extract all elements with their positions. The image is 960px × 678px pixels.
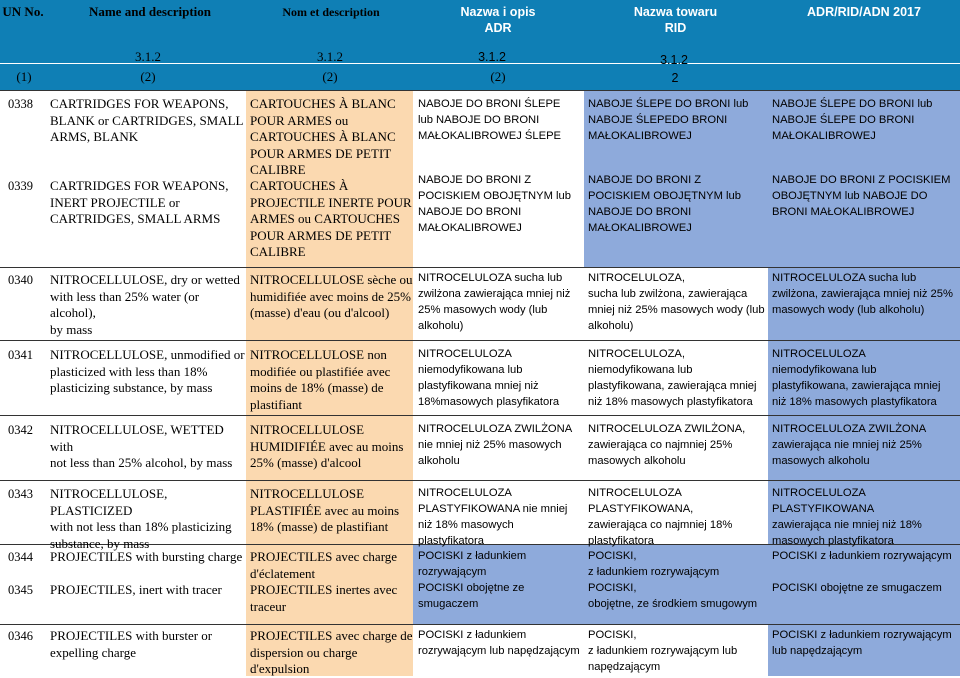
header-name-en: Name and description: [88, 4, 212, 19]
row-separator: [0, 267, 960, 268]
row-0340-adn: NITROCELULOZA sucha lub zwilżona, zawierająca mniej niż 25% masowych wody (lub alkoholu): [772, 272, 953, 316]
row-0345-un: 0345: [8, 583, 33, 597]
row-separator: [0, 624, 960, 625]
row-0338-adn: NABOJE ŚLEPE DO BRONI lub NABOJE ŚLEPE DO BRONI MAŁOKALIBROWEJ: [772, 98, 933, 142]
row-separator: [0, 415, 960, 416]
row-0346-un: 0346: [8, 629, 33, 643]
row-0343-un: 0343: [8, 487, 33, 501]
header-col-2a: (2): [140, 69, 156, 84]
row-0341-en: NITROCELLULOSE, unmodified or plasticized with less than 18% plasticizing substance, by mass: [50, 347, 245, 395]
row-0343-en: NITROCELLULOSE, PLASTICIZED with not less than 18% plasticizing substance, by mass: [50, 486, 232, 551]
header-name-pl-line2: ADR: [484, 21, 512, 35]
row-0346-adn: POCISKI z ładunkiem rozrywającym lub napędzającym: [772, 629, 952, 657]
header-name-rid-line1: Nazwa towaru: [633, 5, 718, 19]
row-0342-rid: NITROCELULOZA ZWILŻONA, zawierająca co najmniej 25% masowych alkoholu: [588, 423, 746, 467]
row-0340-fr: NITROCELLULOSE sèche ou humidifiée avec moins de 25% (masse) d'eau (ou d'alcool): [250, 272, 413, 320]
row-0343-fr: NITROCELLULOSE PLASTIFIÉE avec au moins 18% (masse) de plastifiant: [250, 486, 400, 534]
row-0339-un: 0339: [8, 179, 33, 193]
row-separator: [0, 340, 960, 341]
row-0345-en: PROJECTILES, inert with tracer: [50, 582, 222, 597]
header-col-2c: (2): [490, 69, 506, 84]
header-ref-rid: 3.1.2: [660, 53, 688, 67]
row-0338-rid: NABOJE ŚLEPE DO BRONI lub NABOJE ŚLEPEDO BRONI MAŁOKALIBROWEJ: [588, 98, 749, 142]
row-0342-adr: NITROCELULOZA ZWILŻONA nie mniej niż 25% masowych alkoholu: [418, 423, 573, 467]
row-0342-un: 0342: [8, 423, 33, 437]
row-0345-adn: POCISKI obojętne ze smugaczem: [772, 582, 942, 594]
row-0342-adn: NITROCELULOZA ZWILŻONA zawierająca nie mniej niż 25% masowych alkoholu: [772, 423, 927, 467]
row-0343-rid: NITROCELULOZA PLASTYFIKOWANA, zawierająca co najmniej 18% plastyfikatora: [588, 487, 733, 547]
header-col-1: (1): [16, 69, 32, 84]
header-col-2b: (2): [322, 69, 338, 84]
row-0344-en: PROJECTILES with bursting charge: [50, 549, 243, 564]
row-0341-adr: NITROCELULOZA niemodyfikowana lub plastyfikowana mniej niż 18%masowych plasyfikatora: [418, 348, 560, 408]
row-0344-adn: POCISKI z ładunkiem rozrywającym: [772, 550, 952, 562]
row-0338-adr: NABOJE DO BRONI ŚLEPE lub NABOJE DO BRONI MAŁOKALIBROWEJ ŚLEPE: [418, 98, 561, 142]
row-0342-en: NITROCELLULOSE, WETTED with not less than 25% alcohol, by mass: [50, 422, 233, 470]
row-0344-adr: POCISKI z ładunkiem rozrywającym: [418, 550, 527, 578]
row-0340-en: NITROCELLULOSE, dry or wetted with less than 25% water (or alcohol), by mass: [50, 272, 240, 337]
row-0339-rid: NABOJE DO BRONI Z POCISKIEM OBOJĘTNYM lub NABOJE DO BRONI MAŁOKALIBROWEJ: [588, 174, 741, 234]
row-0346-en: PROJECTILES with burster or expelling charge: [50, 628, 213, 660]
row-0343-adr: NITROCELULOZA PLASTYFIKOWANA nie mniej niż 18% masowych plastyfikatora: [418, 487, 568, 547]
row-0343-adn: NITROCELULOZA PLASTYFIKOWANA zawierająca nie mniej niż 18% masowych plastyfikatora: [772, 487, 922, 547]
row-0339-en: CARTRIDGES FOR WEAPONS, INERT PROJECTILE or CARTRIDGES, SMALL ARMS: [50, 178, 229, 226]
row-0339-adr: NABOJE DO BRONI Z POCISKIEM OBOJĘTNYM lub NABOJE DO BRONI MAŁOKALIBROWEJ: [418, 174, 571, 234]
row-0341-adn: NITROCELULOZA niemodyfikowana lub plastyfikowana, zawierająca mniej niż 18% masowych plastyfikatora: [772, 348, 941, 408]
row-0338-fr: CARTOUCHES À BLANC POUR ARMES ou CARTOUCHES À BLANC POUR ARMES DE PETIT CALIBRE: [250, 96, 396, 177]
header-adr-rid-adn: ADR/RID/ADN 2017: [807, 5, 921, 19]
row-0344-rid: POCISKI, z ładunkiem rozrywającym: [588, 550, 720, 578]
header-un-no: UN No.: [2, 4, 44, 19]
header-name-pl: [413, 4, 583, 36]
header-ref-en: 3.1.2: [135, 49, 161, 64]
header-name-pl-line1: Nazwa i opis: [460, 5, 536, 19]
row-0345-rid: POCISKI, obojętne, ze środkiem smugowym: [588, 582, 758, 610]
row-0339-adn: NABOJE DO BRONI Z POCISKIEM OBOJĘTNYM lub NABOJE DO BRONI MAŁOKALIBROWEJ: [772, 174, 951, 218]
row-0340-un: 0340: [8, 273, 33, 287]
row-0340-rid: NITROCELULOZA, sucha lub zwilżona, zawierająca mniej niż 25% masowych wody (lub alkoholu): [588, 272, 765, 332]
row-0346-adr: POCISKI z ładunkiem rozrywającym lub napędzającym: [418, 629, 580, 657]
row-0345-fr: PROJECTILES inertes avec traceur: [250, 582, 398, 614]
header-col-2d: 2: [671, 71, 679, 85]
header-name-fr: Nom et description: [282, 5, 380, 19]
row-0338-un: 0338: [8, 97, 33, 111]
row-0344-fr: PROJECTILES avec charge d'éclatement: [250, 549, 398, 581]
row-0340-adr: NITROCELULOZA sucha lub zwilżona zawierająca mniej niż 25% masowych wody (lub alkoholu): [418, 272, 571, 332]
row-separator: [0, 480, 960, 481]
header-ref-fr: 3.1.2: [317, 49, 343, 64]
header-name-rid-line2: RID: [664, 21, 687, 35]
header-ref-pl: 3.1.2: [478, 50, 506, 64]
row-0341-fr: NITROCELLULOSE non modifiée ou plastifiée avec moins de 18% (masse) de plastifiant: [250, 347, 391, 412]
row-0345-adr: POCISKI obojętne ze smugaczem: [418, 582, 525, 610]
row-0338-en: CARTRIDGES FOR WEAPONS, BLANK or CARTRIDGES, SMALL ARMS, BLANK: [50, 96, 244, 144]
row-0346-rid: POCISKI, z ładunkiem rozrywającym lub napędzającym: [588, 629, 738, 673]
row-0341-un: 0341: [8, 348, 33, 362]
row-0342-fr: NITROCELLULOSE HUMIDIFIÉE avec au moins 25% (masse) d'alcool: [250, 422, 404, 470]
row-0341-rid: NITROCELULOZA, niemodyfikowana lub plastyfikowana, zawierająca mniej niż 18% masowych plastyfikatora: [588, 348, 757, 408]
row-0346-fr: PROJECTILES avec charge de dispersion ou charge d'expulsion: [250, 628, 413, 676]
row-0344-un: 0344: [8, 550, 33, 564]
row-separator: [0, 90, 960, 91]
row-0339-fr: CARTOUCHES À PROJECTILE INERTE POUR ARMES ou CARTOUCHES POUR ARMES DE PETIT CALIBRE: [250, 178, 412, 259]
header-name-rid: [583, 4, 768, 36]
